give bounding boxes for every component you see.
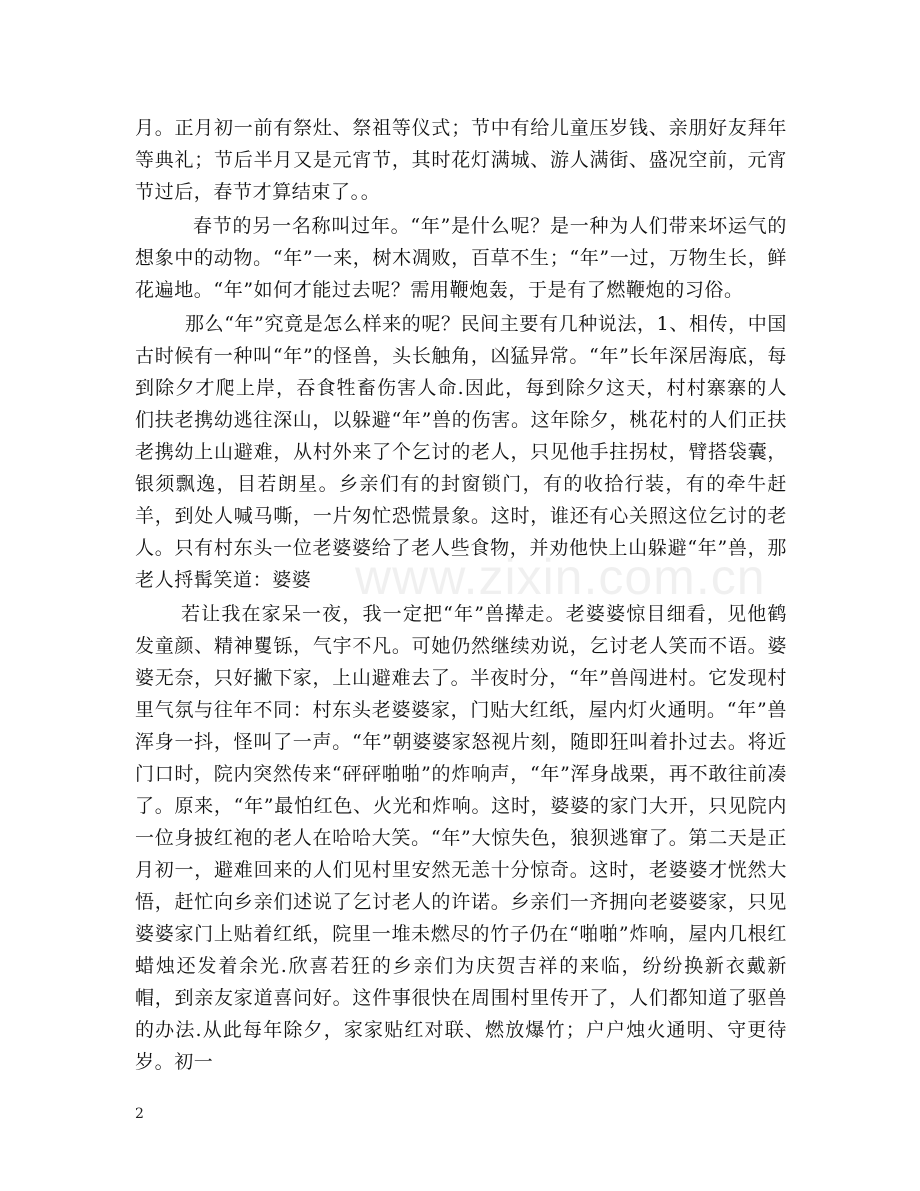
paragraph-1: 月。正月初一前有祭灶、祭祖等仪式；节中有给儿童压岁钱、亲朋好友拜年等典礼；节后半月又是元宵节，其时花灯满城、游人满街、盛况空前，元宵节过后，春节才算结束了。。: [135, 117, 787, 203]
paragraph-4: 若让我在家呆一夜，我一定把“年”兽撵走。老婆婆惊目细看，见他鹤发童颜、精神矍铄，气宇不凡。可她仍然继续劝说，乞讨老人笑而不语。婆婆无奈，只好撇下家，上山避难去了。半夜时分，“年”兽闯进村。它发现村里气氛与往年不同：村东头老婆婆家，门贴大红纸，屋内灯火通明。“年”兽浑身一抖，怪叫了一声。“年”朝婆婆家怒视片刻，随即狂叫着扑过去。将近门口时，院内突然传来“砰砰啪啪”的炸响声，“年”浑身战栗，再不敢往前凑了。原来，“年”最怕红色、火光和炸响。这时，婆婆的家门大开，只见院内一位身披红袍的老人在哈哈大笑。“年”大惊失色，狼狈逃窜了。第二天是正月初一，避难回来的人们见村里安然无恙十分惊奇。这时，老婆婆才恍然大悟，赶忙向乡亲们述说了乞讨老人的许诺。乡亲们一齐拥向老婆婆家，只见婆婆家门上贴着红纸，院里一堆未燃尽的竹子仍在“啪啪”炸响，屋内几根红蜡烛还发着余光.欣喜若狂的乡亲们为庆贺吉祥的来临，纷纷换新衣戴新帽，到亲友家道喜问好。这件事很快在周围村里传开了，人们都知道了驱兽的办法.从此每年除夕，家家贴红对联、燃放爆竹；户户烛火通明、守更待岁。初一: [135, 603, 787, 1073]
paragraph-3: 那么“年”究竟是怎么样来的呢？民间主要有几种说法，1、相传，中国古时候有一种叫“年”的怪兽，头长触角，凶猛异常。“年”长年深居海底，每到除夕才爬上岸，吞食牲畜伤害人命.因此，每到除夕这天，村村寨寨的人们扶老携幼逃往深山，以躲避“年”兽的伤害。这年除夕，桃花村的人们正扶老携幼上山避难，从村外来了个乞讨的老人，只见他手拄拐杖，臂搭袋囊，银须飘逸，目若朗星。乡亲们有的封窗锁门，有的收拾行装，有的牵牛赶羊，到处人喊马嘶，一片匆忙恐慌景象。这时，谁还有心关照这位乞讨的老人。只有村东头一位老婆婆给了老人些食物，并劝他快上山躲避“年”兽，那老人捋髯笑道：婆婆: [135, 313, 787, 591]
paragraph-2: 春节的另一名称叫过年。“年”是什么呢？是一种为人们带来坏运气的想象中的动物。“年”一来，树木凋败，百草不生；“年”一过，万物生长，鲜花遍地。“年”如何才能过去呢？需用鞭炮轰，于是有了燃鞭炮的习俗。: [135, 215, 787, 301]
watermark: www.zixin.com.cn: [355, 549, 766, 605]
document-body: [135, 112, 787, 1080]
page-number: 2: [135, 1106, 144, 1122]
